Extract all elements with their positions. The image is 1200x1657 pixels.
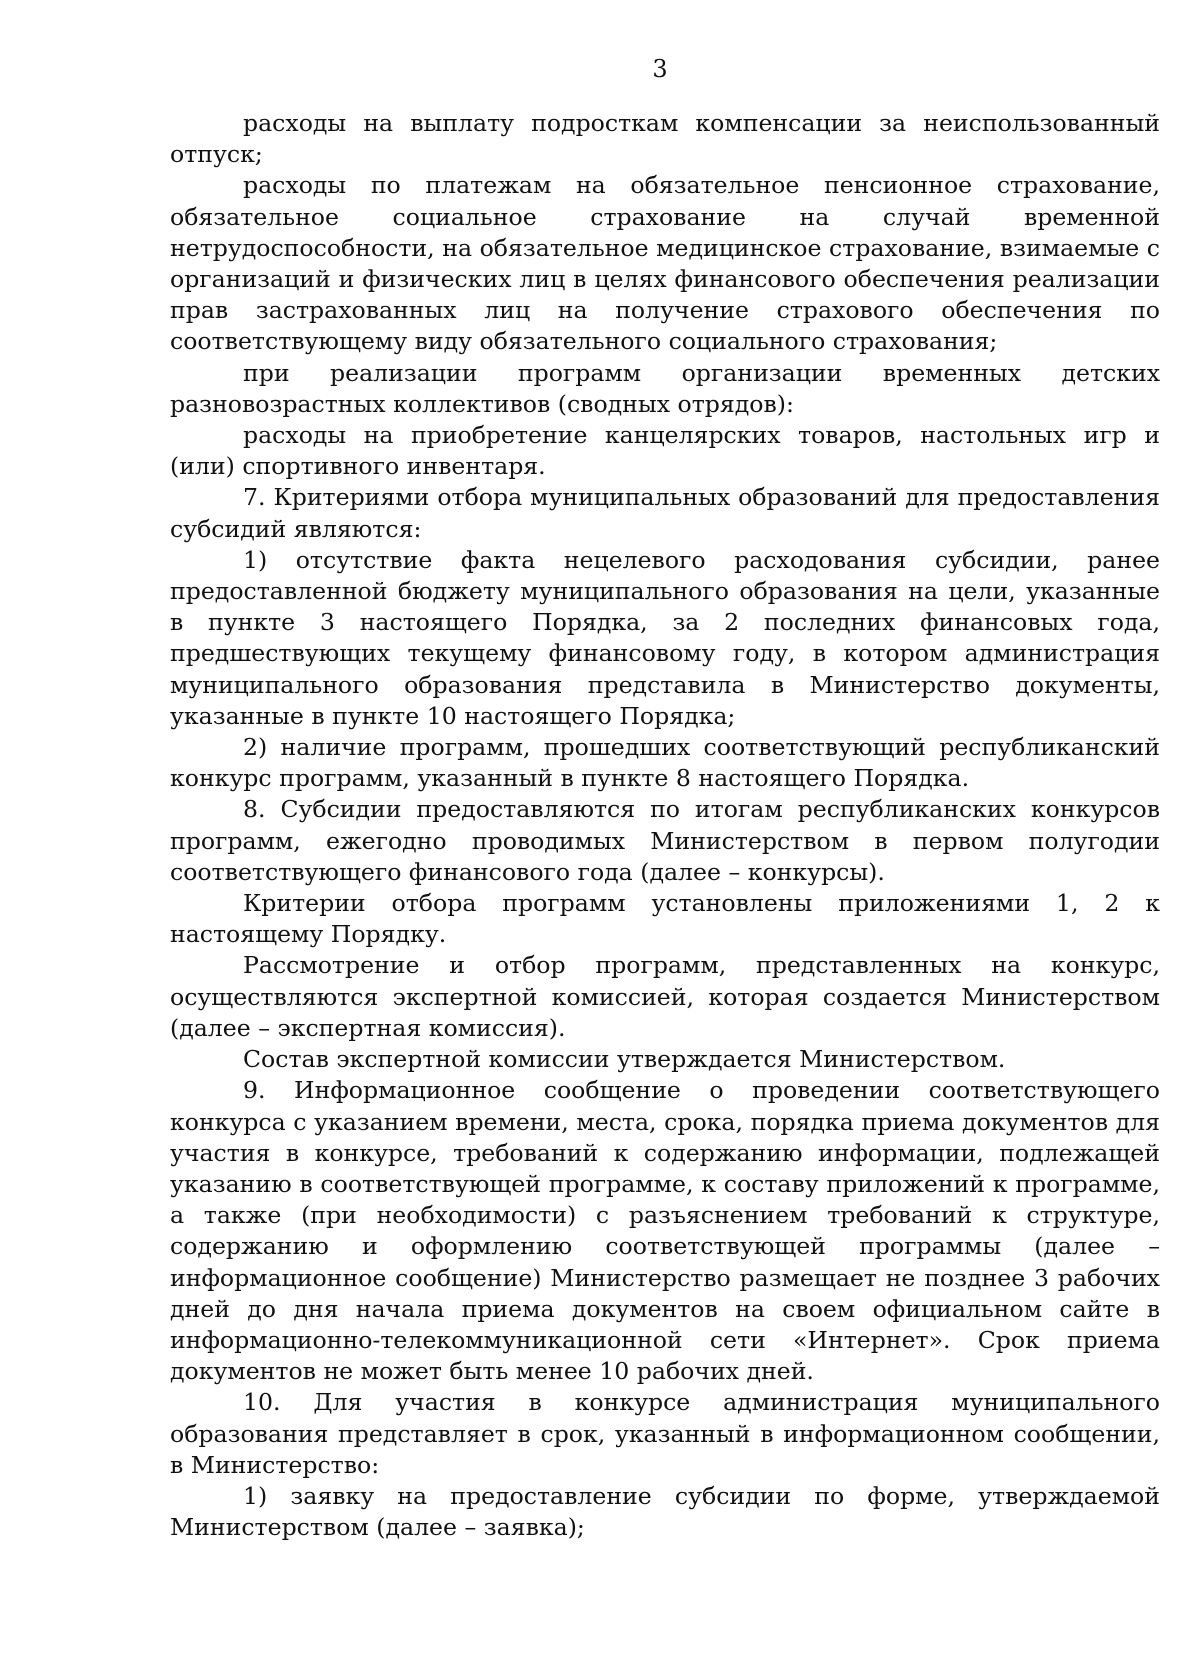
paragraph: расходы на выплату подросткам компенсации за неиспользованный отпуск;	[170, 109, 1160, 169]
paragraph: 10. Для участия в конкурсе администрация муниципального образования представляет в срок, указанный в информационном сообщении, в Министерство:	[170, 1388, 1160, 1479]
paragraph: Рассмотрение и отбор программ, представленных на конкурс, осуществляются экспертной комиссией, которая создается Министерством (далее – экспертная комиссия).	[170, 951, 1160, 1042]
paragraph: 1) заявку на предоставление субсидии по форме, утверждаемой Министерством (далее – заявка);	[170, 1481, 1160, 1542]
paragraph: 8. Субсидии предоставляются по итогам республиканских конкурсов программ, ежегодно проводимых Министерством в первом полугодии соответствующего финансового года (далее – конкурсы).	[170, 795, 1160, 886]
paragraph: Критерии отбора программ установлены приложениями 1, 2 к настоящему Порядку.	[170, 889, 1160, 949]
paragraph: расходы по платежам на обязательное пенсионное страхование, обязательное социальное страхование на случай временной нетрудоспособности, на обязательное медицинское страхование, взимаемые с организаций и физических лиц в целях финансового обеспечения реализации прав застрахованных лиц на получение страхового обеспечения по соответствующему виду обязательного социального страхования;	[170, 171, 1160, 356]
paragraph: 2) наличие программ, прошедших соответствующий республиканский конкурс программ, указанный в пункте 8 настоящего Порядка.	[170, 733, 1160, 793]
paragraph: 9. Информационное сообщение о проведении соответствующего конкурса с указанием времени, места, срока, порядка приема документов для участия в конкурсе, требований к содержанию информации, подлежащей указанию в соответствующей программе, к составу приложений к программе, а также (при необходимости) с разъяснением требований к структуре, содержанию и оформлению соответствующей программы (далее – информационное сообщение) Министерство размещает не позднее 3 рабочих дней до дня начала приема документов на своем официальном сайте в информационно-телекоммуникационной сети «Интернет». Срок приема документов не может быть менее 10 рабочих дней.	[170, 1076, 1160, 1386]
page-number: 3	[652, 55, 668, 83]
paragraph: 1) отсутствие факта нецелевого расходования субсидии, ранее предоставленной бюджету муниципального образования на цели, указанные в пункте 3 настоящего Порядка, за 2 последних финансовых года, предшествующих текущему финансовому году, в котором администрация муниципального образования представила в Министерство документы, указанные в пункте 10 настоящего Порядка;	[170, 545, 1160, 730]
document-body	[170, 108, 1160, 1543]
paragraph: 7. Критериями отбора муниципальных образований для предоставления субсидий являются:	[170, 483, 1160, 543]
paragraph: при реализации программ организации временных детских разновозрастных коллективов (сводных отрядов):	[170, 358, 1160, 418]
paragraph: расходы на приобретение канцелярских товаров, настольных игр и (или) спортивного инвентаря.	[170, 421, 1160, 481]
paragraph: Состав экспертной комиссии утверждается Министерством.	[243, 1045, 1006, 1074]
